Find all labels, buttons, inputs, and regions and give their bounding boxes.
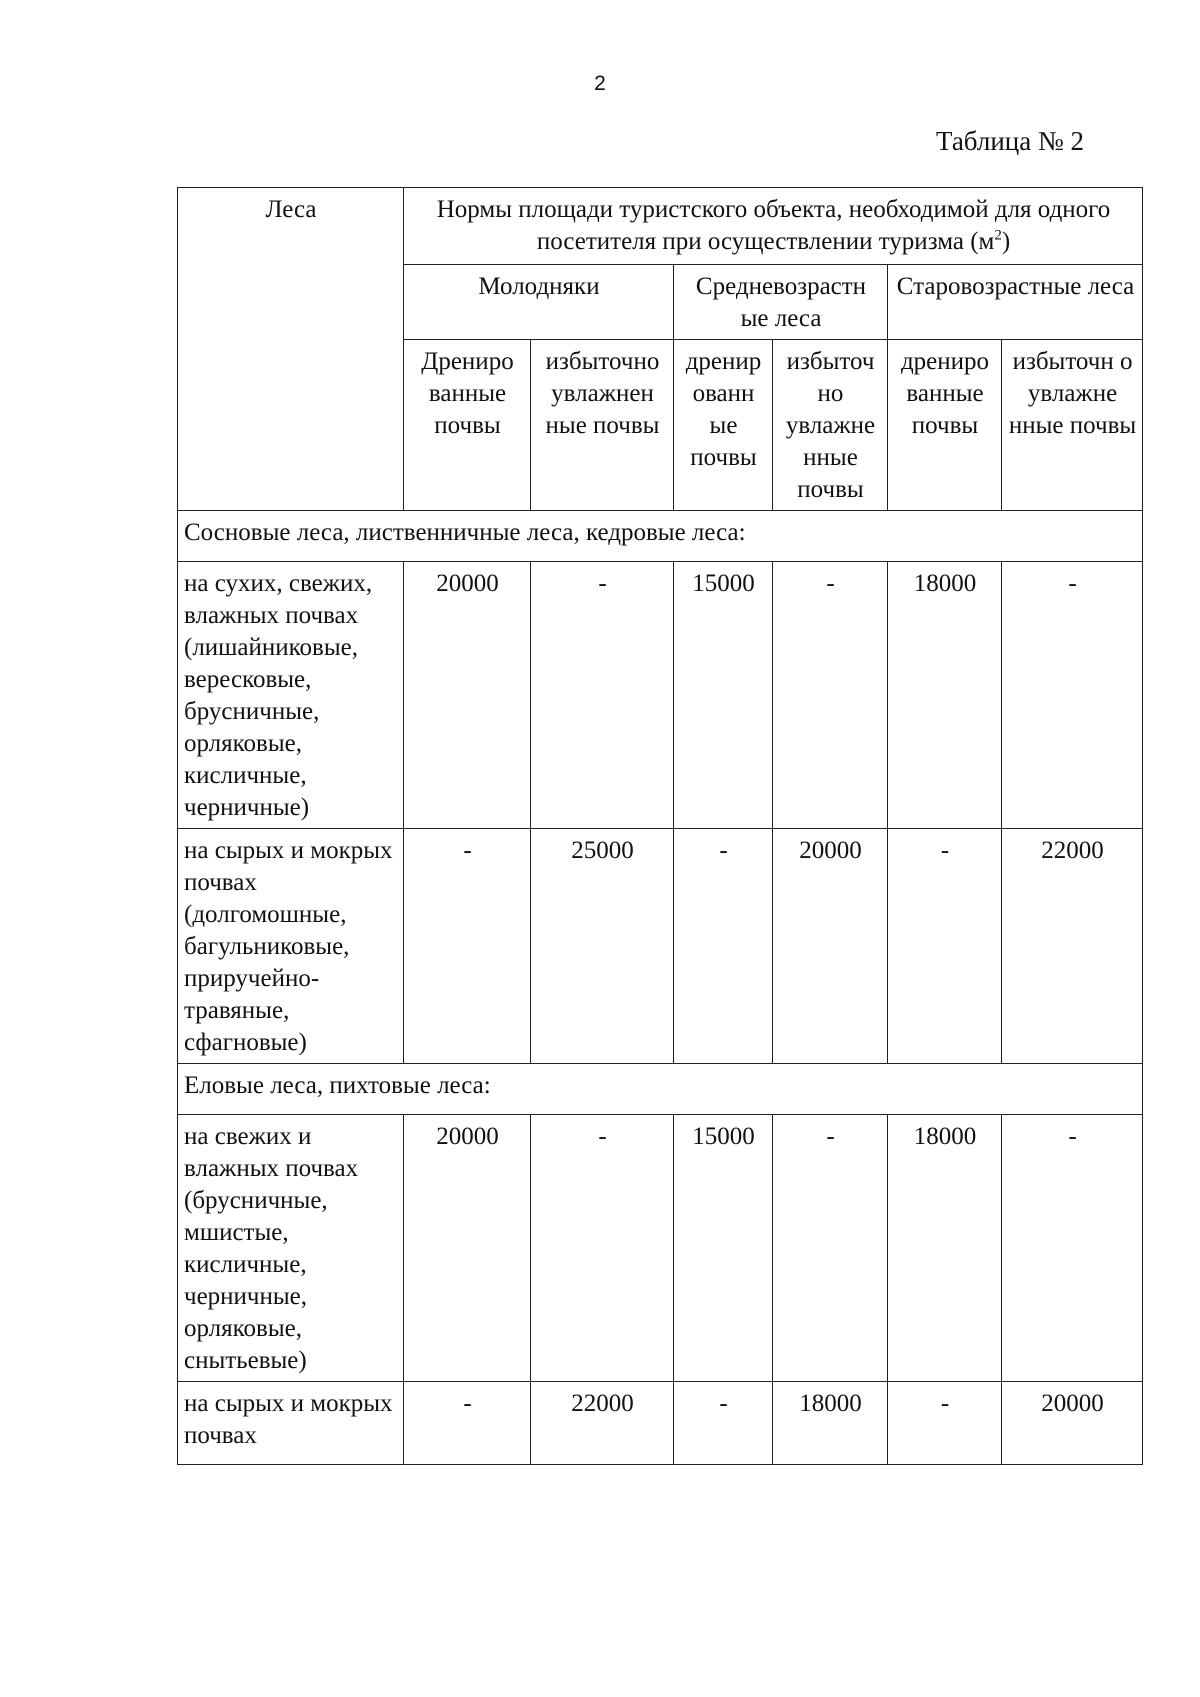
subcol-old-wet: избыточн о увлажне нные почвы — [1002, 340, 1143, 511]
group-young: Молодняки — [404, 265, 674, 340]
table-row — [178, 562, 1143, 829]
table-caption: Таблица № 2 — [936, 126, 1084, 156]
section-row — [178, 1064, 1143, 1115]
cell-value: - — [404, 829, 531, 1064]
row-label: на сырых и мокрых почвах (долгомошные, багульниковые, приручейно-травяные, сфагновые) — [178, 829, 404, 1064]
cell-value: - — [531, 1115, 674, 1382]
forest-norms-table — [177, 187, 1143, 1465]
table-row — [178, 1115, 1143, 1382]
row-label: на сухих, свежих, влажных почвах (лишайниковые, вересковые, брусничные, орляковые, кисличные, черничные) — [178, 562, 404, 829]
cell-value: 18000 — [888, 1115, 1002, 1382]
cell-value: 15000 — [674, 1115, 773, 1382]
group-old-growth: Старовозрастные леса — [888, 265, 1143, 340]
section-row — [178, 511, 1143, 562]
norms-header-sup: 2 — [994, 227, 1002, 244]
subcol-young-drained: Дрениро ванные почвы — [404, 340, 531, 511]
cell-value: - — [404, 1382, 531, 1465]
section-title: Еловые леса, пихтовые леса: — [178, 1064, 1143, 1115]
subcol-old-drained: дрениро ванные почвы — [888, 340, 1002, 511]
cell-value: - — [531, 562, 674, 829]
cell-value: 20000 — [1002, 1382, 1143, 1465]
cell-value: 22000 — [1002, 829, 1143, 1064]
table-row — [178, 829, 1143, 1064]
section-title: Сосновые леса, лиственничные леса, кедровые леса: — [178, 511, 1143, 562]
header-row-1 — [178, 188, 1143, 265]
cell-value: 22000 — [531, 1382, 674, 1465]
cell-value: - — [888, 829, 1002, 1064]
row-label: на сырых и мокрых почвах — [178, 1382, 404, 1465]
subcol-middle-wet: избыточ но увлажне нные почвы — [773, 340, 888, 511]
cell-value: 20000 — [404, 562, 531, 829]
cell-value: 25000 — [531, 829, 674, 1064]
table-row — [178, 1382, 1143, 1465]
cell-value: 15000 — [674, 562, 773, 829]
cell-value: - — [773, 562, 888, 829]
norms-header — [404, 188, 1143, 265]
cell-value: 20000 — [404, 1115, 531, 1382]
cell-value: - — [674, 829, 773, 1064]
norms-header-close: ) — [1001, 228, 1011, 255]
cell-value: - — [1002, 1115, 1143, 1382]
cell-value: 18000 — [888, 562, 1002, 829]
row-label: на свежих и влажных почвах (брусничные, мшистые, кисличные, черничные, орляковые, снытьевые) — [178, 1115, 404, 1382]
subcol-young-wet: избыточно увлажнен ные почвы — [531, 340, 674, 511]
cell-value: - — [773, 1115, 888, 1382]
page-number: 2 — [594, 72, 606, 95]
forests-header: Леса — [178, 188, 404, 511]
cell-value: - — [674, 1382, 773, 1465]
subcol-middle-drained: дренир ованн ые почвы — [674, 340, 773, 511]
group-middle-aged: Средневозрастн ые леса — [674, 265, 888, 340]
cell-value: 20000 — [773, 829, 888, 1064]
norms-header-text: Нормы площади туристского объекта, необходимой для одного посетителя при осуществлении туризма (м — [436, 196, 1111, 255]
cell-value: - — [888, 1382, 1002, 1465]
cell-value: 18000 — [773, 1382, 888, 1465]
cell-value: - — [1002, 562, 1143, 829]
